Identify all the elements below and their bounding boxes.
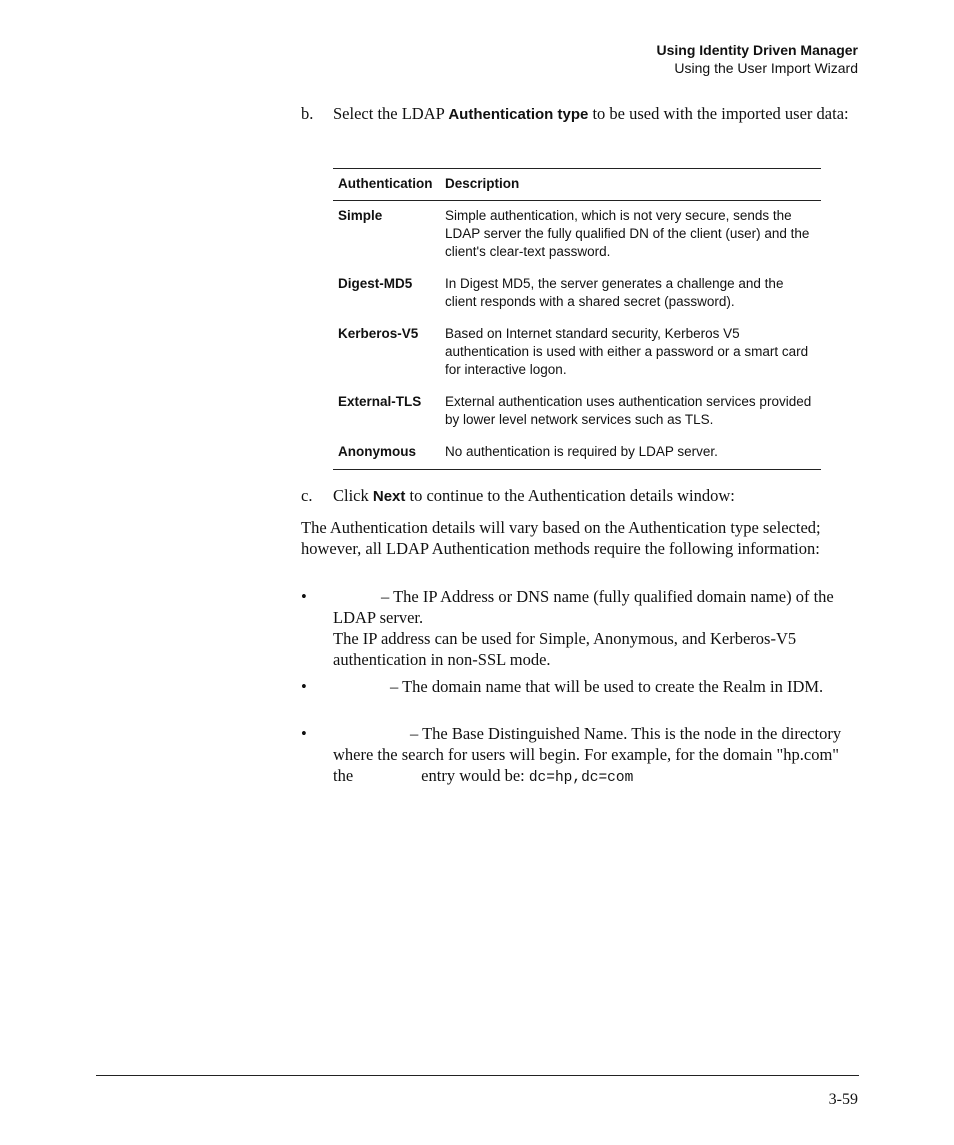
bullet-item-note: The IP address can be used for Simple, Anonymous, and Kerberos-V5 authentication in non-SSL mode. [333,629,797,669]
bullet-item-text-after: entry would be: [421,766,529,785]
auth-description: Simple authentication, which is not very secure, sends the LDAP server the fully qualified DN of the client (user) and the client's clear-text password. [445,208,810,259]
step-b-text-before: Select the LDAP [333,104,449,123]
page-number: 3-59 [828,1091,858,1108]
table-row [333,269,821,319]
auth-description: Based on Internet standard security, Kerberos V5 authentication is used with either a password or a smart card for interactive logon. [445,326,809,377]
table-row [333,201,821,270]
auth-term: Kerberos-V5 [338,326,419,341]
table-header-row [333,169,821,201]
step-c-text-before: Click [333,486,373,505]
table-header-authentication: Authentication [333,169,440,201]
authentication-types-table [333,168,821,470]
step-c-bold-term: Next [372,488,406,505]
bullet-item-text: – The Base Distinguished Name. This is the node in the directory where the search for users will begin. For example, for the domain "hp.com" the [333,724,842,785]
step-b-marker: b. [301,104,314,123]
step-b-text [333,103,863,125]
auth-description: No authentication is required by LDAP server. [440,437,821,470]
header-title: Using Identity Driven Manager [656,42,858,58]
table-row [333,437,821,470]
bullet-item-server [333,586,861,670]
table-header-description: Description [440,169,821,201]
bullet-item-text: – The domain name that will be used to create the Realm in IDM. [390,677,824,696]
auth-description: External authentication uses authentication services provided by lower level network services such as TLS. [445,394,812,427]
auth-term: Anonymous [333,437,440,470]
auth-term: Digest-MD5 [338,276,413,291]
step-c-text-after: to continue to the Authentication details window: [405,486,735,505]
step-b-bold-term: Authentication type [448,106,589,123]
table-row [333,387,821,437]
step-c-marker: c. [301,486,313,505]
auth-term: External-TLS [338,394,422,409]
auth-term: Simple [338,208,383,223]
bullet-marker: • [301,677,307,696]
base-dn-example-code: dc=hp,dc=com [528,770,634,786]
running-header [657,41,858,77]
bullet-marker: • [301,724,307,743]
step-c-text [333,485,863,507]
bullet-item-text: – The IP Address or DNS name (fully qualified domain name) of the LDAP server. [333,587,834,627]
footer-divider [96,1075,859,1076]
auth-description: In Digest MD5, the server generates a challenge and the client responds with a shared secret (password). [445,276,784,309]
bullet-marker: • [301,587,307,606]
table-row [333,319,821,387]
intro-paragraph: The Authentication details will vary based on the Authentication type selected; however, all LDAP Authentication methods require the following information: [301,518,821,558]
bullet-item-base-dn [333,723,861,789]
header-subtitle: Using the User Import Wizard [674,60,858,76]
step-b-text-after: to be used with the imported user data: [588,104,849,123]
bullet-item-domain [333,676,861,697]
